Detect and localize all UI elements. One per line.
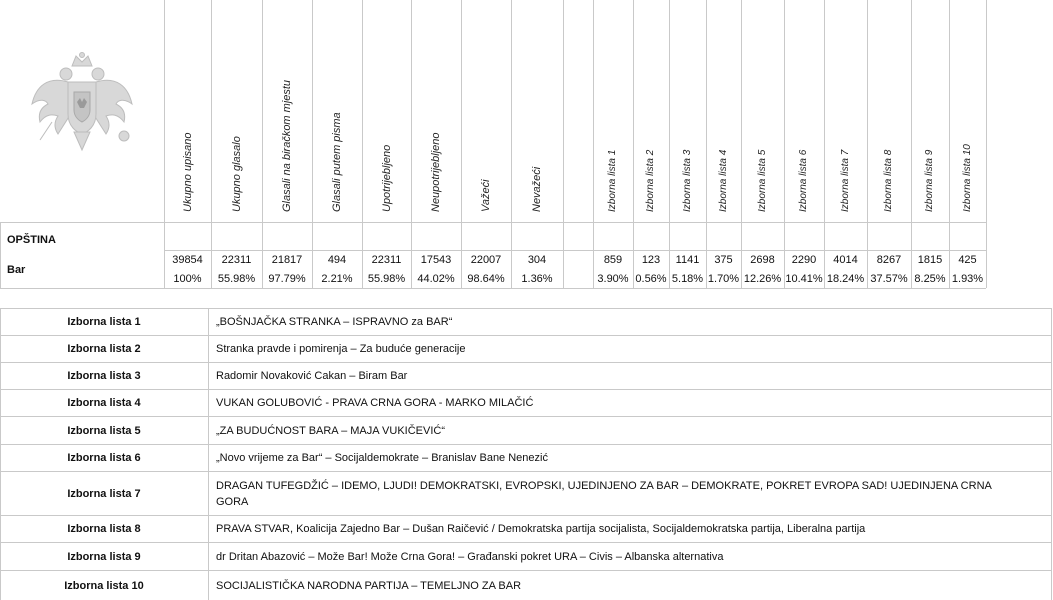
table-cell: 3.90% bbox=[597, 273, 629, 285]
list-name: Izborna lista 8 bbox=[0, 516, 209, 542]
list-description: VUKAN GOLUBOVIĆ - PRAVA CRNA GORA - MARKO MILAČIĆ bbox=[216, 397, 534, 409]
table-cell: 0.56% bbox=[635, 273, 667, 285]
list-item bbox=[0, 472, 1052, 516]
grid-line bbox=[262, 0, 263, 288]
grid-line bbox=[986, 0, 987, 288]
grid-line bbox=[0, 222, 1, 289]
table-cell: 98.64% bbox=[467, 273, 505, 285]
grid-line bbox=[312, 0, 313, 288]
table-cell: 494 bbox=[327, 254, 347, 266]
list-item bbox=[0, 516, 1052, 543]
grid-line bbox=[461, 0, 462, 288]
list-description: „Novo vrijeme za Bar“ – Socijaldemokrate – Branislav Bane Nenezić bbox=[216, 452, 548, 464]
column-header: Neupotrijebljeno bbox=[430, 132, 442, 212]
list-description: „ZA BUDUĆNOST BARA – MAJA VUKIČEVIĆ“ bbox=[216, 424, 446, 437]
column-header: Izborna lista 7 bbox=[839, 149, 851, 212]
column-header: Glasali na biračkom mjestu bbox=[281, 79, 293, 212]
list-name: Izborna lista 7 bbox=[0, 472, 209, 515]
column-header: Važeći bbox=[480, 179, 492, 212]
column-header: Izborna lista 5 bbox=[756, 149, 768, 212]
list-name: Izborna lista 4 bbox=[0, 390, 209, 416]
table-cell: 22311 bbox=[221, 254, 252, 266]
grid-line bbox=[362, 0, 363, 288]
column-header: Ukupno upisano bbox=[181, 132, 194, 212]
column-header: Izborna lista 2 bbox=[645, 149, 656, 212]
table-cell: 55.98% bbox=[367, 273, 406, 285]
list-name: Izborna lista 3 bbox=[0, 363, 209, 389]
list-item bbox=[0, 336, 1052, 363]
column-header: Izborna lista 10 bbox=[961, 144, 973, 212]
grid-line bbox=[949, 0, 950, 288]
municipality-name: Bar bbox=[7, 264, 26, 276]
column-header: Izborna lista 1 bbox=[607, 149, 618, 212]
grid-line bbox=[211, 0, 212, 288]
list-item bbox=[0, 571, 1052, 600]
grid-line bbox=[633, 0, 634, 288]
table-cell: 8267 bbox=[876, 254, 902, 266]
column-header: Izborna lista 4 bbox=[717, 149, 729, 212]
table-cell: 97.79% bbox=[268, 273, 306, 285]
grid-line bbox=[563, 288, 593, 289]
column-header: Nevažeći bbox=[531, 166, 543, 212]
column-header: Izborna lista 6 bbox=[798, 149, 809, 212]
grid-line bbox=[911, 0, 912, 288]
list-description: DRAGAN TUFEGDŽIĆ – IDEMO, LJUDI! DEMOKRATSKI, EVROPSKI, UJEDINJENO ZA BAR – DEMOKRATE, POKRET EVROPA SAD! UJEDINJENA CRNA GORA bbox=[216, 479, 992, 508]
grid-line bbox=[784, 0, 785, 288]
column-header: Ukupno glasalo bbox=[230, 136, 243, 212]
column-header: Glasali putem pisma bbox=[331, 112, 343, 212]
table-cell: 1141 bbox=[675, 254, 700, 266]
table-cell: 859 bbox=[603, 254, 623, 266]
grid-line bbox=[411, 0, 412, 288]
list-item bbox=[0, 543, 1052, 571]
table-cell: 37.57% bbox=[870, 273, 908, 285]
list-description: SOCIJALISTIČKA NARODNA PARTIJA – TEMELJNO ZA BAR bbox=[216, 579, 522, 592]
list-name: Izborna lista 6 bbox=[0, 445, 209, 471]
list-item bbox=[0, 363, 1052, 390]
grid-line bbox=[741, 0, 742, 288]
table-cell: 4014 bbox=[833, 254, 858, 266]
grid-line bbox=[164, 0, 165, 288]
grid-line bbox=[593, 0, 594, 288]
table-cell: 2698 bbox=[750, 254, 775, 266]
column-header: Izborna lista 8 bbox=[883, 149, 894, 212]
list-name: Izborna lista 2 bbox=[0, 336, 209, 362]
grid-line bbox=[563, 0, 564, 288]
table-cell: 375 bbox=[714, 254, 733, 266]
grid-line bbox=[511, 0, 512, 288]
table-cell: 1.36% bbox=[521, 273, 553, 285]
table-cell: 8.25% bbox=[914, 273, 946, 285]
grid-line bbox=[824, 0, 825, 288]
table-cell: 5.18% bbox=[671, 273, 704, 285]
coat-of-arms-emblem bbox=[28, 52, 136, 156]
list-name: Izborna lista 1 bbox=[0, 309, 209, 335]
column-header: Izborna lista 9 bbox=[924, 149, 935, 212]
list-description: „BOŠNJAČKA STRANKA – ISPRAVNO za BAR“ bbox=[216, 316, 453, 328]
grid-line bbox=[706, 0, 707, 288]
table-cell: 100% bbox=[173, 273, 202, 285]
table-cell: 55.98% bbox=[217, 273, 256, 285]
list-item bbox=[0, 309, 1052, 336]
table-cell: 21817 bbox=[271, 254, 303, 266]
table-cell: 425 bbox=[958, 254, 977, 266]
table-cell: 22311 bbox=[371, 254, 402, 266]
list-name: Izborna lista 9 bbox=[0, 543, 209, 570]
table-cell: 2290 bbox=[791, 254, 817, 266]
list-item bbox=[0, 445, 1052, 472]
table-cell: 12.26% bbox=[743, 273, 782, 285]
table-cell: 304 bbox=[527, 254, 547, 266]
list-name: Izborna lista 5 bbox=[0, 417, 209, 444]
grid-line bbox=[669, 0, 670, 288]
table-cell: 22007 bbox=[470, 254, 502, 266]
column-header: Upotrijebljeno bbox=[380, 144, 393, 212]
municipality-label: OPŠTINA bbox=[7, 234, 56, 246]
table-cell: 10.41% bbox=[785, 273, 823, 285]
table-cell: 18.24% bbox=[826, 273, 865, 285]
grid-line bbox=[0, 288, 986, 289]
table-cell: 17543 bbox=[420, 254, 452, 266]
table-cell: 1.93% bbox=[951, 273, 984, 285]
list-description: PRAVA STVAR, Koalicija Zajedno Bar – Dušan Raičević / Demokratska partija socijalista, Socijaldemokratska partija, Liberalna partija bbox=[216, 523, 866, 535]
list-description: dr Dritan Abazović – Može Bar! Može Crna Gora! – Građanski pokret URA – Civis – Albanska alternativa bbox=[216, 550, 724, 563]
grid-line bbox=[164, 250, 986, 251]
list-item bbox=[0, 390, 1052, 417]
table-cell: 44.02% bbox=[417, 273, 455, 285]
grid-line bbox=[0, 222, 986, 223]
list-description: Stranka pravde i pomirenja – Za buduće generacije bbox=[216, 343, 466, 355]
list-name: Izborna lista 10 bbox=[0, 571, 209, 600]
table-cell: 123 bbox=[641, 254, 661, 266]
grid-line bbox=[867, 0, 868, 288]
column-header: Izborna lista 3 bbox=[681, 149, 693, 212]
list-item bbox=[0, 417, 1052, 445]
table-cell: 1.70% bbox=[707, 273, 740, 285]
table-cell: 2.21% bbox=[321, 273, 353, 285]
table-cell: 39854 bbox=[172, 254, 203, 266]
list-description: Radomir Novaković Cakan – Biram Bar bbox=[216, 370, 408, 382]
table-cell: 1815 bbox=[917, 254, 943, 266]
